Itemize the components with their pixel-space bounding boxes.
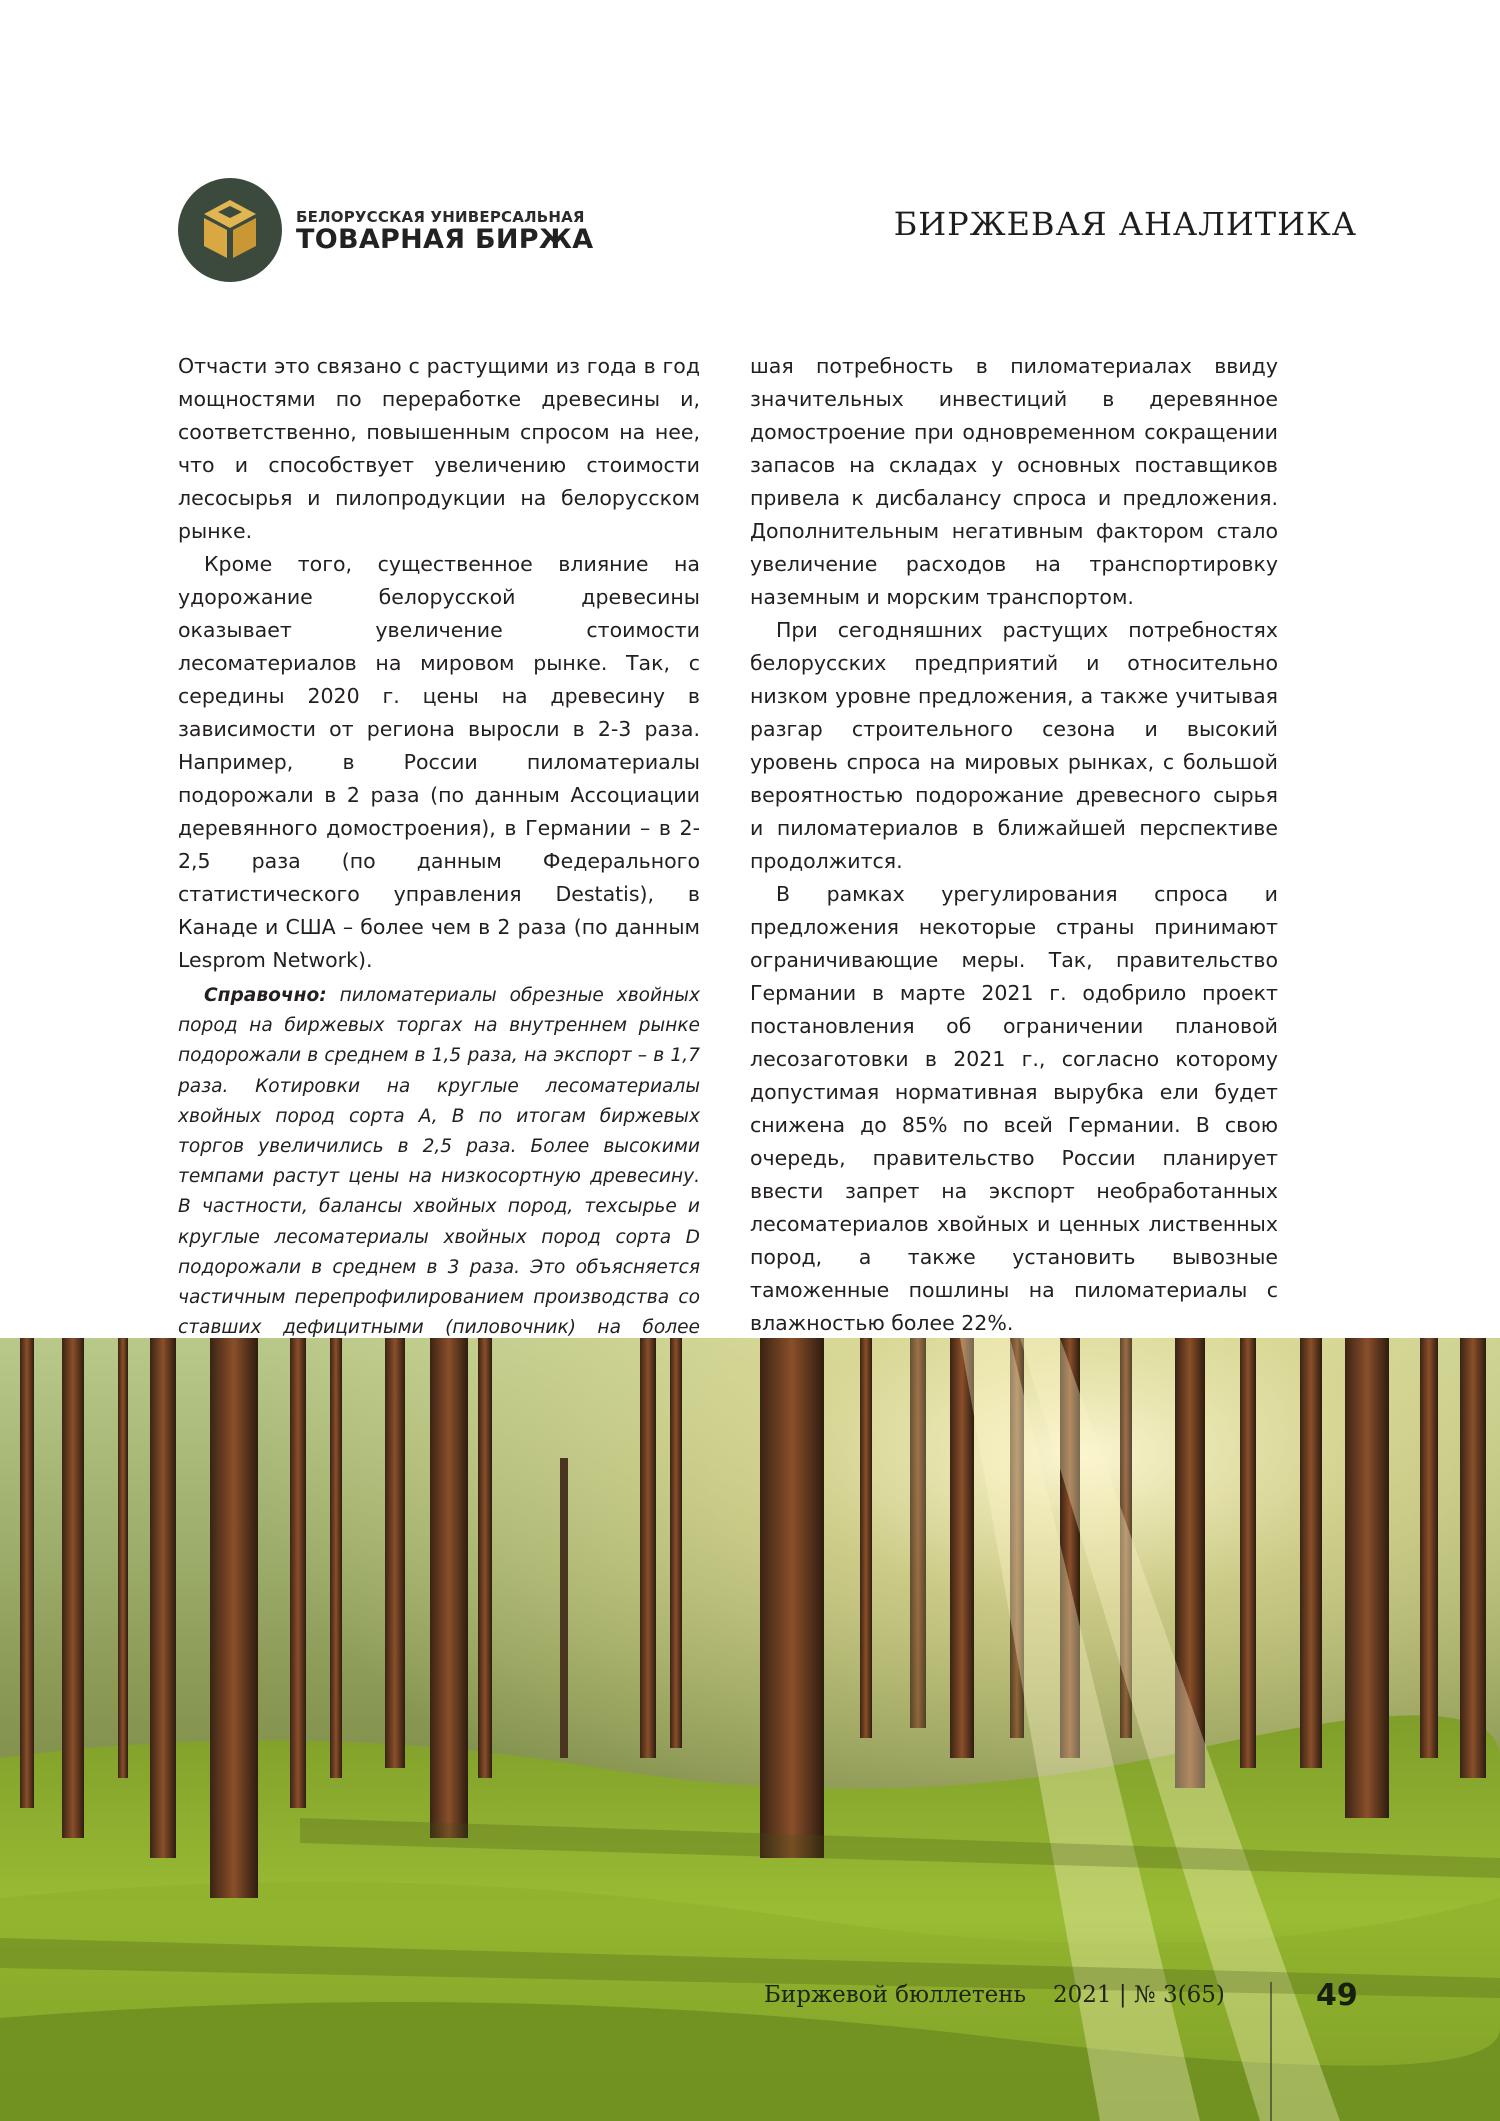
paragraph: При сегодняшних растущих потребностях белорусских предприятий и относительно низком уровне предложения, а также учитывая разгар строительного сезона и высокий уровень спроса на мировых рынках, с большой вероятностью подорожание древесного сырья и пиломатериалов в ближайшей перспективе продолжится. xyxy=(750,618,1278,873)
paragraph: В рамках урегулирования спроса и предложения некоторые страны принимают ограничивающие меры. Так, правительство Германии в марте 2021 г. одобрило проект постановления об ограничении плановой лесозаготовки в 2021 г., согласно которому допустимая нормативная вырубка ели будет снижена до 85% по всей Германии. В свою очередь, правительство России планирует ввести запрет на экспорт необработанных лесоматериалов хвойных и ценных лиственных пород, а также установить вывозные таможенные пошлины на пиломатериалы с влажностью более 22%. xyxy=(750,882,1278,1335)
footer-issue: 2021 | № 3(65) xyxy=(1053,1982,1225,2008)
footer-divider xyxy=(1270,1982,1272,2121)
org-name-line1: БЕЛОРУССКАЯ УНИВЕРСАЛЬНАЯ xyxy=(296,208,585,226)
exchange-logo xyxy=(178,178,282,282)
cube-logo-icon xyxy=(178,178,282,282)
section-title: БИРЖЕВАЯ АНАЛИТИКА xyxy=(893,205,1357,243)
right-column xyxy=(750,350,1278,1340)
paragraph: Отчасти это связано с растущими из года в год мощностями по переработке древесины и, соответственно, повышенным спросом на нее, что и способствует увеличению стоимости лесосырья и пилопродукции на белорусском рынке. xyxy=(178,354,700,543)
paragraph: Кроме того, существенное влияние на удорожание белорусской древесины оказывает увеличение стоимости лесоматериалов на мировом рынке. Так, с середины 2020 г. цены на древесину в зависимости от региона выросли в 2-3 раза. Например, в России пиломатериалы подорожали в 2 раза (по данным Ассоциации деревянного домостроения), в Германии – в 2-2,5 раза (по данным Федерального статистического управления Destatis), в Канаде и США – более чем в 2 раза (по данным Lesprom Network). xyxy=(178,552,700,972)
pine-forest-photo xyxy=(0,1338,1500,2121)
note-text: пиломатериалы обрезные хвойных пород на биржевых торгах на внутреннем рынке подорожали в среднем в 1,5 раза, на экспорт – в 1,7 раза. Котировки на круглые лесоматериалы хвойных пород сорта A, B по итогам биржевых торгов увеличились в 2,5 раза. Более высокими темпами растут цены на низкосортную древесину. В частности, балансы хвойных пород, техсырье и круглые лесоматериалы хвойных пород сорта D подорожали в среднем в 3 раза. Это объясняется частичным перепрофилированием производства со ставших дефицитными (пиловочник) на более xyxy=(178,985,700,1339)
org-name-line2: ТОВАРНАЯ БИРЖА xyxy=(296,224,594,255)
note-label: Справочно: xyxy=(204,985,327,1006)
footer-publication-title: Биржевой бюллетень xyxy=(764,1982,1027,2008)
left-column xyxy=(178,350,700,1478)
paragraph: шая потребность в пиломатериалах ввиду значительных инвестиций в деревянное домостроение при одновременном сокращении запасов на складах у основных поставщиков привела к дисбалансу спроса и предложения. Дополнительным негативным фактором стало увеличение расходов на транспортировку наземным и морским транспортом. xyxy=(750,354,1278,609)
reference-note xyxy=(178,981,700,1374)
page-number: 49 xyxy=(1316,1978,1358,2013)
